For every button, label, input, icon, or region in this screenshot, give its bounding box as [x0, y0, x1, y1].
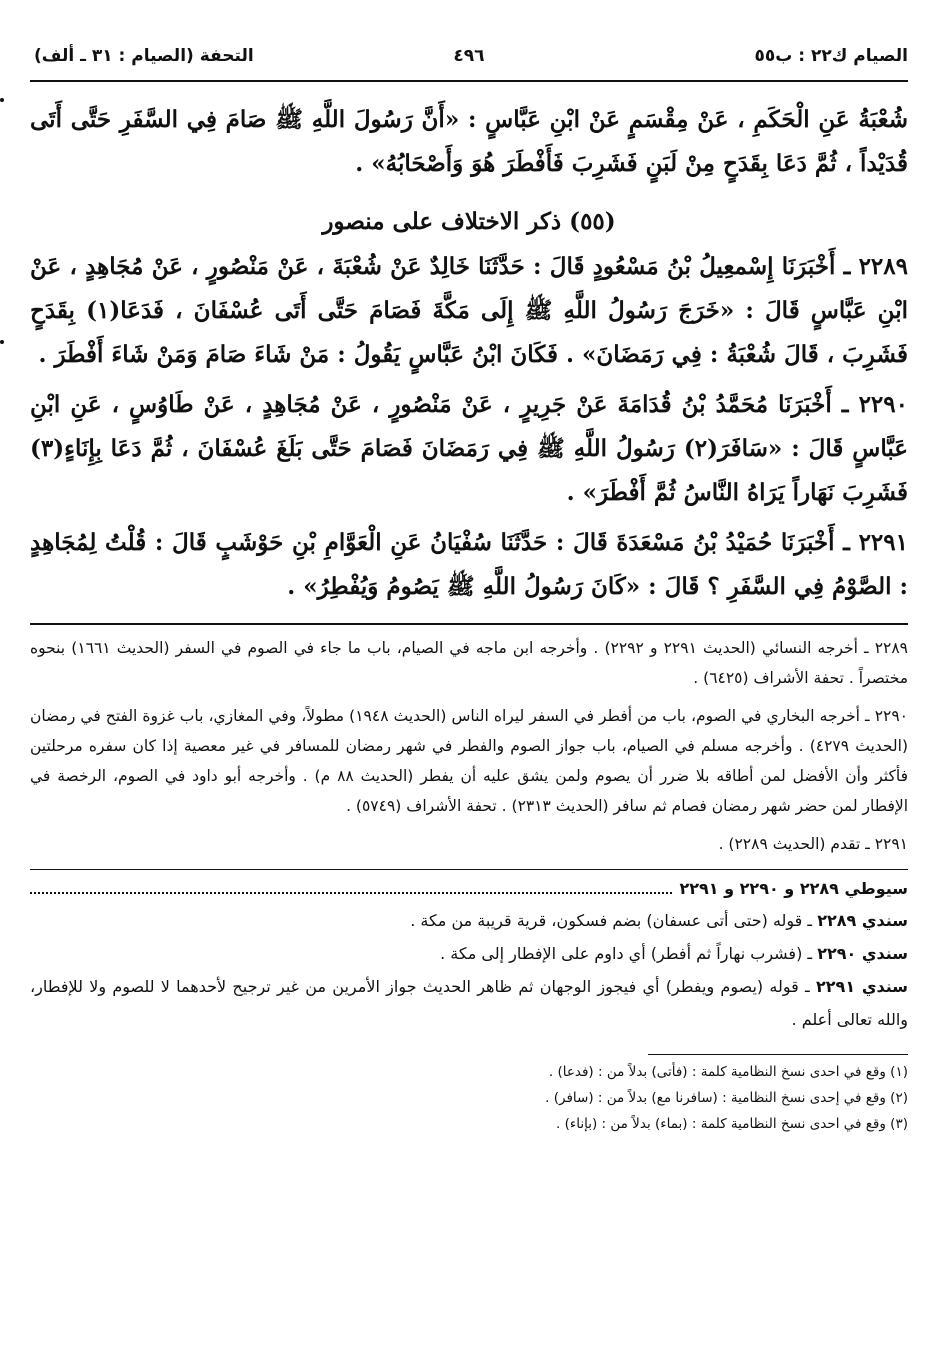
hadith-2291: [30, 521, 908, 609]
sindi-label: سندي ٢٢٩٠: [817, 944, 908, 963]
suyuti-label: سيوطي ٢٢٨٩ و ٢٢٩٠ و ٢٢٩١: [679, 879, 908, 898]
page-number: ٤٩٦: [453, 46, 485, 66]
takhrij-rule: [30, 623, 908, 625]
sindi-2290: [30, 937, 908, 970]
hadith-2290: [30, 383, 908, 515]
sindi-label: سندي ٢٢٨٩: [817, 911, 908, 930]
running-header: [30, 38, 908, 78]
footnote-1: (١) وقع في احدى نسخ النظامية كلمة : (فأتى) بدلاً من : (فدعا) .: [548, 1064, 908, 1080]
takhrij-2289: ٢٢٨٩ ـ أخرجه النسائي (الحديث ٢٢٩١ و ٢٢٩٢) . وأخرجه ابن ماجه في الصيام، باب ما جاء في الصوم في السفر (الحديث ١٦٦١) بنحوه مختصراً . تحفة الأشراف (٦٤٢٥) .: [30, 639, 909, 687]
dotted-leader: [30, 880, 672, 894]
takhrij-2291: ٢٢٩١ ـ تقدم (الحديث ٢٢٨٩) .: [718, 835, 908, 853]
page: [30, 38, 908, 1354]
hadith-text: ـ أَخْبَرَنَا حُمَيْدُ بْنُ مَسْعَدَةَ قَالَ : حَدَّثَنَا سُفْيَانُ عَنِ الْعَوَّامِ بْنِ حَوْشَبٍ قَالَ : قُلْتُ لِمُجَاهِدٍ : الصَّوْمُ فِي السَّفَرِ ؟ قَالَ : «كَانَ رَسُولُ اللَّهِ ﷺ يَصُومُ وَيُفْطِرُ» .: [30, 529, 908, 600]
hadith-number: ٢٢٨٩: [858, 253, 908, 280]
footnote-rule: [648, 1054, 908, 1055]
hadith-2289: [30, 245, 908, 377]
scan-mark: [0, 340, 4, 344]
scan-mark: [0, 98, 4, 102]
header-book-chapter: الصيام ك٢٢ : ب٥٥: [754, 46, 908, 66]
chapter-title: (٥٥) ذكر الاختلاف على منصور: [322, 208, 616, 235]
intro-hadith-continuation: شُعْبَةُ عَنِ الْحَكَمِ ، عَنْ مِقْسَمٍ عَنْ ابْنِ عَبَّاسٍ : «أَنَّ رَسُولَ اللَّهِ ﷺ صَامَ فِي السَّفَرِ حَتَّى أَتَى قُدَيْداً ، ثُمَّ دَعَا بِقَدَحٍ مِنْ لَبَنٍ فَشَرِبَ فَأَفْطَرَ هُوَ وَأَصْحَابُهُ» .: [30, 106, 908, 177]
sindi-label: سندي ٢٢٩١: [816, 977, 908, 996]
header-tuhfa-reference: التحفة (الصيام : ٣١ ـ ألف): [34, 46, 254, 66]
hadith-number: ٢٢٩١: [858, 529, 908, 556]
sindi-text: ـ قوله (يصوم ويفطر) أي فيجوز الوجهان ثم ظاهر الحديث جواز الأمرين من غير ترجيح لأحدهما لا للصوم ولا للإفطار، والله تعالى أعلم .: [30, 977, 908, 1029]
hadith-text: ـ أَخْبَرَنَا إِسْمعِيلُ بْنُ مَسْعُودٍ قَالَ : حَدَّثَنَا خَالِدٌ عَنْ شُعْبَةَ ، عَنْ مَنْصُورٍ ، عَنْ مُجَاهِدٍ ، عَنْ ابْنِ عَبَّاسٍ قَالَ : «خَرَجَ رَسُولُ اللَّهِ ﷺ إِلَى مَكَّةَ فَصَامَ حَتَّى أَتَى عُسْفَانَ ، فَدَعَا(١) بِقَدَحٍ فَشَرِبَ ، قَالَ شُعْبَةُ : فِي رَمَضَانَ» . فَكَانَ ابْنُ عَبَّاسٍ يَقُولُ : مَنْ شَاءَ صَامَ وَمَنْ شَاءَ أَفْطَرَ .: [30, 253, 908, 368]
takhrij-2290: ٢٢٩٠ ـ أخرجه البخاري في الصوم، باب من أفطر في السفر ليراه الناس (الحديث ١٩٤٨) مطولاً، وفي المغازي، باب غزوة الفتح في رمضان (الحديث ٤٢٧٩) . وأخرجه مسلم في الصيام، باب جواز الصوم والفطر في شهر رمضان للمسافر في غير معصية إذا كان سفره مرحلتين فأكثر وأن الأفضل لمن أطاقه بلا ضرر أن يصوم ولمن يشق عليه أن يفطر (الحديث ٨٨ م) . وأخرجه أبو داود في الصوم، الرخصة في الإفطار لمن حضر شهر رمضان فصام ثم سافر (الحديث ٢٣١٣) . تحفة الأشراف (٥٧٤٩) .: [30, 707, 908, 815]
suyuti-commentary: [30, 874, 908, 904]
sindi-text: ـ قوله (حتى أتى عسفان) بضم فسكون، قرية قريبة من مكة .: [410, 911, 813, 930]
commentary-rule: [30, 869, 908, 870]
sindi-2291: [30, 970, 908, 1036]
footnote-3: (٣) وقع في احدى نسخ النظامية كلمة : (بماء) بدلاً من : (بإناء) .: [556, 1116, 908, 1132]
header-rule: [30, 80, 908, 82]
sindi-2289: [30, 904, 908, 937]
hadith-text: ـ أَخْبَرَنَا مُحَمَّدُ بْنُ قُدَامَةَ عَنْ جَرِيرٍ ، عَنْ مَنْصُورٍ ، عَنْ مُجَاهِدٍ ، عَنْ طَاوُسٍ ، عَنِ ابْنِ عَبَّاسٍ قَالَ : «سَافَرَ(٢) رَسُولُ اللَّهِ ﷺ فِي رَمَضَانَ فَصَامَ حَتَّى بَلَغَ عُسْفَانَ ، ثُمَّ دَعَا بِإِنَاءٍ(٣) فَشَرِبَ نَهَاراً يَرَاهُ النَّاسُ ثُمَّ أَفْطَرَ» .: [30, 391, 908, 506]
hadith-number: ٢٢٩٠: [858, 391, 908, 418]
sindi-text: ـ (فشرب نهاراً ثم أفطر) أي داوم على الإفطار إلى مكة .: [440, 944, 813, 963]
footnote-2: (٢) وقع في إحدى نسخ النظامية : (سافرنا مع) بدلاً من : (سافر) .: [545, 1090, 908, 1106]
